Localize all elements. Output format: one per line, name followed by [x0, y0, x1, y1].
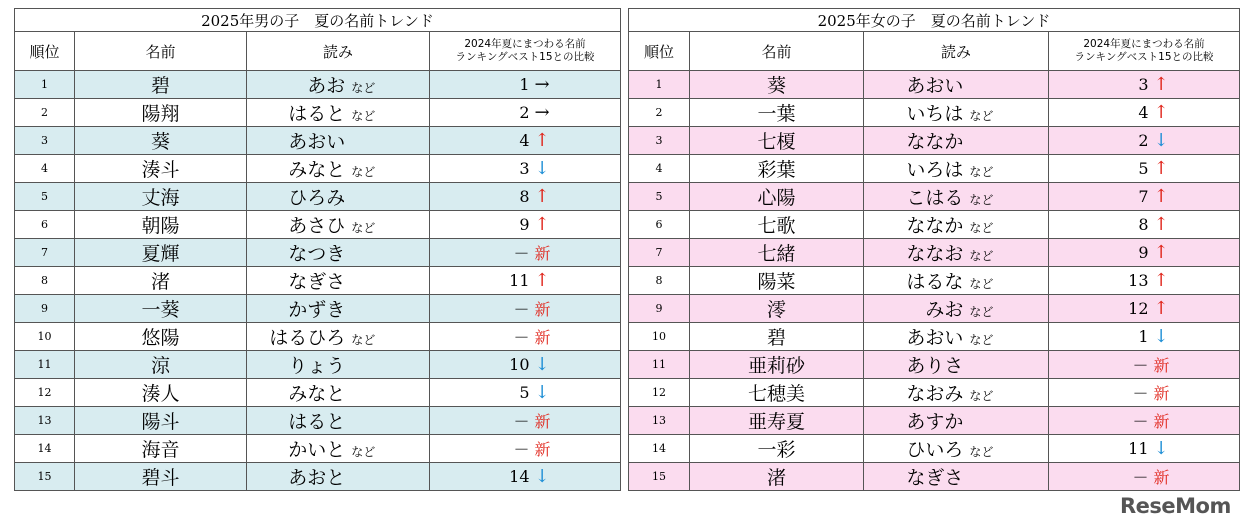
compare-cell — [430, 71, 621, 99]
reading-text: あおと — [288, 467, 346, 489]
reading-cell — [247, 323, 430, 351]
compare-cell — [1049, 407, 1240, 435]
arrow-up-icon: ↑ — [1153, 102, 1169, 123]
reading-suffix: など — [969, 305, 994, 319]
name-cell: 陽斗 — [75, 407, 247, 435]
rank-cell: 8 — [629, 267, 690, 295]
compare-cell — [430, 183, 621, 211]
reading-text: ななお — [906, 243, 964, 265]
table-row — [15, 99, 621, 127]
rank-cell: 6 — [15, 211, 75, 239]
name-cell: 丈海 — [75, 183, 247, 211]
reading-text: みなと — [288, 159, 346, 181]
reading-text: こはる — [906, 187, 964, 209]
rank-cell: 3 — [15, 127, 75, 155]
compare-cell — [1049, 239, 1240, 267]
reading-cell — [864, 407, 1049, 435]
reading-text: みなと — [288, 383, 346, 405]
compare-cell — [1049, 323, 1240, 351]
reading-cell — [864, 435, 1049, 463]
rank-cell: 5 — [629, 183, 690, 211]
previous-rank: 9 — [1138, 243, 1149, 262]
previous-rank: 2 — [1138, 131, 1149, 150]
rank-cell: 1 — [15, 71, 75, 99]
rank-cell: 3 — [629, 127, 690, 155]
compare-cell — [1049, 99, 1240, 127]
reading-text: なぎさ — [288, 271, 346, 293]
name-cell: 朝陽 — [75, 211, 247, 239]
reading-cell — [247, 127, 430, 155]
new-badge: 新 — [534, 300, 551, 319]
reading-text: ひろみ — [288, 187, 346, 209]
table-row — [629, 435, 1240, 463]
table-row — [15, 323, 621, 351]
arrow-down-icon: ↓ — [534, 466, 550, 487]
table-row — [629, 379, 1240, 407]
name-cell: 海音 — [75, 435, 247, 463]
reading-text: なつき — [288, 243, 346, 265]
reading-cell — [864, 267, 1049, 295]
arrow-down-icon: ↓ — [1153, 438, 1169, 459]
arrow-up-icon: ↑ — [534, 130, 550, 151]
table-row — [629, 127, 1240, 155]
reading-suffix: など — [969, 277, 994, 291]
name-cell: 一葉 — [690, 99, 864, 127]
reading-suffix: など — [969, 333, 994, 347]
reading-cell — [864, 323, 1049, 351]
name-cell: 亜寿夏 — [690, 407, 864, 435]
reading-text: ひいろ — [906, 439, 964, 461]
name-header: 名前 — [690, 32, 864, 71]
name-cell: 彩葉 — [690, 155, 864, 183]
previous-rank: － — [513, 328, 530, 347]
previous-rank: 3 — [1138, 75, 1149, 94]
name-cell: 一彩 — [690, 435, 864, 463]
reading-cell — [864, 155, 1049, 183]
compare-cell — [1049, 211, 1240, 239]
rank-cell: 9 — [629, 295, 690, 323]
compare-cell — [1049, 379, 1240, 407]
compare-cell — [1049, 435, 1240, 463]
arrow-up-icon: ↑ — [534, 186, 550, 207]
table-row — [15, 239, 621, 267]
compare-cell — [1049, 267, 1240, 295]
rank-cell: 15 — [15, 463, 75, 491]
compare-cell — [430, 155, 621, 183]
reading-cell — [247, 211, 430, 239]
rank-cell: 11 — [15, 351, 75, 379]
compare-cell — [1049, 127, 1240, 155]
table-row — [15, 379, 621, 407]
reading-cell — [247, 295, 430, 323]
previous-rank: 7 — [1138, 187, 1149, 206]
reading-cell — [864, 239, 1049, 267]
table-row — [629, 211, 1240, 239]
reading-cell — [864, 295, 1049, 323]
reading-text: あさひ — [288, 215, 346, 237]
table-row — [15, 211, 621, 239]
reading-suffix: など — [351, 81, 376, 95]
compare-cell — [1049, 295, 1240, 323]
name-cell: 陽翔 — [75, 99, 247, 127]
reading-text: いちは — [906, 103, 964, 125]
reading-text: あおい — [288, 131, 346, 153]
reading-text: いろは — [906, 159, 964, 181]
rank-cell: 7 — [629, 239, 690, 267]
rank-cell: 14 — [629, 435, 690, 463]
reading-suffix: など — [969, 193, 994, 207]
previous-rank: － — [1132, 384, 1149, 403]
reading-cell — [864, 463, 1049, 491]
previous-rank: － — [1132, 412, 1149, 431]
table-row — [15, 71, 621, 99]
reading-header: 読み — [864, 32, 1049, 71]
arrow-up-icon: ↑ — [1153, 186, 1169, 207]
rank-cell: 8 — [15, 267, 75, 295]
table-row — [629, 71, 1240, 99]
rank-cell: 11 — [629, 351, 690, 379]
rank-cell: 4 — [629, 155, 690, 183]
name-cell: 湊人 — [75, 379, 247, 407]
compare-cell — [430, 463, 621, 491]
rank-cell: 4 — [15, 155, 75, 183]
arrow-up-icon: ↑ — [1153, 270, 1169, 291]
arrow-up-icon: ↑ — [1153, 74, 1169, 95]
rank-cell: 15 — [629, 463, 690, 491]
reading-text: ありさ — [906, 355, 964, 377]
name-cell: 心陽 — [690, 183, 864, 211]
reading-cell — [864, 211, 1049, 239]
table-row — [15, 127, 621, 155]
reading-text: なおみ — [906, 383, 964, 405]
compare-cell — [1049, 155, 1240, 183]
previous-rank: 14 — [509, 467, 530, 486]
previous-rank: 1 — [519, 75, 530, 94]
name-cell: 湊斗 — [75, 155, 247, 183]
table-row — [15, 351, 621, 379]
arrow-right-icon: → — [534, 74, 550, 95]
name-cell: 渚 — [690, 463, 864, 491]
previous-rank: 11 — [1128, 439, 1149, 458]
table-row — [629, 183, 1240, 211]
compare-cell — [1049, 351, 1240, 379]
reading-text: かいと — [288, 439, 346, 461]
table-row — [15, 463, 621, 491]
table-row — [15, 183, 621, 211]
reading-text: あおい — [906, 75, 964, 97]
previous-rank: 8 — [519, 187, 530, 206]
name-cell: 夏輝 — [75, 239, 247, 267]
reading-text: はるひろ — [269, 327, 346, 349]
previous-rank: 1 — [1138, 327, 1149, 346]
reading-text: はると — [288, 103, 346, 125]
previous-rank: － — [513, 244, 530, 263]
previous-rank: 11 — [509, 271, 530, 290]
name-cell: 七穂美 — [690, 379, 864, 407]
reading-cell — [247, 99, 430, 127]
reading-cell — [247, 239, 430, 267]
name-cell: 亜莉砂 — [690, 351, 864, 379]
compare-cell — [430, 211, 621, 239]
rank-cell: 13 — [629, 407, 690, 435]
rank-cell: 6 — [629, 211, 690, 239]
previous-rank: － — [513, 300, 530, 319]
arrow-right-icon: → — [534, 102, 550, 123]
compare-cell — [430, 295, 621, 323]
rank-cell: 10 — [15, 323, 75, 351]
reading-cell — [247, 407, 430, 435]
previous-rank: 5 — [519, 383, 530, 402]
reading-text: あおい — [906, 327, 964, 349]
previous-rank: 9 — [519, 215, 530, 234]
reading-text: あお — [307, 75, 346, 97]
reading-cell — [247, 463, 430, 491]
new-badge: 新 — [1153, 468, 1170, 487]
arrow-up-icon: ↑ — [1153, 242, 1169, 263]
reading-cell — [247, 267, 430, 295]
reading-suffix: など — [351, 445, 376, 459]
reading-cell — [247, 71, 430, 99]
arrow-down-icon: ↓ — [534, 158, 550, 179]
rank-cell: 7 — [15, 239, 75, 267]
table-row — [15, 295, 621, 323]
previous-rank: － — [513, 412, 530, 431]
reading-text: かずき — [288, 299, 346, 321]
girls-table-title: 2025年女の子 夏の名前トレンド — [629, 9, 1240, 32]
previous-rank: 2 — [519, 103, 530, 122]
table-row — [629, 463, 1240, 491]
boys-ranking-table — [14, 8, 621, 491]
boys-header-row — [15, 32, 621, 71]
table-row — [15, 155, 621, 183]
previous-rank: 3 — [519, 159, 530, 178]
reading-suffix: など — [351, 333, 376, 347]
new-badge: 新 — [534, 412, 551, 431]
rank-cell: 5 — [15, 183, 75, 211]
rank-cell: 10 — [629, 323, 690, 351]
reading-text: りょう — [288, 355, 346, 377]
reading-suffix: など — [969, 221, 994, 235]
reading-suffix: など — [351, 221, 376, 235]
arrow-up-icon: ↑ — [534, 270, 550, 291]
new-badge: 新 — [534, 440, 551, 459]
compare-cell — [1049, 71, 1240, 99]
compare-cell — [430, 127, 621, 155]
reading-cell — [247, 183, 430, 211]
arrow-down-icon: ↓ — [534, 382, 550, 403]
rank-header: 順位 — [15, 32, 75, 71]
table-row — [629, 267, 1240, 295]
reading-suffix: など — [969, 445, 994, 459]
table-row — [15, 267, 621, 295]
reading-suffix: など — [351, 109, 376, 123]
previous-rank: 13 — [1128, 271, 1149, 290]
rank-cell: 2 — [629, 99, 690, 127]
rank-cell: 2 — [15, 99, 75, 127]
reading-text: ななか — [906, 215, 964, 237]
table-row — [629, 407, 1240, 435]
compare-cell — [430, 99, 621, 127]
name-cell: 碧 — [75, 71, 247, 99]
compare-header: 2024年夏にまつわる名前 ランキングベスト15との比較 — [430, 32, 621, 71]
reading-suffix: など — [969, 249, 994, 263]
new-badge: 新 — [1153, 384, 1170, 403]
reading-cell — [864, 99, 1049, 127]
previous-rank: － — [1132, 468, 1149, 487]
name-cell: 碧斗 — [75, 463, 247, 491]
rank-cell: 12 — [15, 379, 75, 407]
arrow-up-icon: ↑ — [1153, 158, 1169, 179]
boys-table-title: 2025年男の子 夏の名前トレンド — [15, 9, 621, 32]
compare-cell — [430, 323, 621, 351]
new-badge: 新 — [1153, 356, 1170, 375]
reading-cell — [247, 351, 430, 379]
reading-cell — [247, 379, 430, 407]
compare-header: 2024年夏にまつわる名前 ランキングベスト15との比較 — [1049, 32, 1240, 71]
rank-cell: 9 — [15, 295, 75, 323]
girls-header-row — [629, 32, 1240, 71]
previous-rank: － — [513, 440, 530, 459]
reading-cell — [864, 127, 1049, 155]
compare-cell — [1049, 463, 1240, 491]
compare-cell — [430, 379, 621, 407]
table-row — [629, 155, 1240, 183]
name-cell: 七歌 — [690, 211, 864, 239]
name-cell: 七緒 — [690, 239, 864, 267]
new-badge: 新 — [534, 244, 551, 263]
previous-rank: 4 — [1138, 103, 1149, 122]
compare-cell — [430, 239, 621, 267]
reading-cell — [864, 71, 1049, 99]
rank-header: 順位 — [629, 32, 690, 71]
name-cell: 碧 — [690, 323, 864, 351]
reading-text: はるな — [906, 271, 964, 293]
reading-text: あすか — [906, 411, 964, 433]
reading-cell — [247, 155, 430, 183]
rank-cell: 1 — [629, 71, 690, 99]
reading-suffix: など — [969, 389, 994, 403]
compare-cell — [430, 351, 621, 379]
reading-suffix: など — [969, 165, 994, 179]
name-cell: 渚 — [75, 267, 247, 295]
name-cell: 陽菜 — [690, 267, 864, 295]
name-cell: 七榎 — [690, 127, 864, 155]
rank-cell: 12 — [629, 379, 690, 407]
name-cell: 澪 — [690, 295, 864, 323]
reading-cell — [864, 183, 1049, 211]
arrow-up-icon: ↑ — [1153, 214, 1169, 235]
arrow-up-icon: ↑ — [1153, 298, 1169, 319]
previous-rank: 10 — [509, 355, 530, 374]
previous-rank: － — [1132, 356, 1149, 375]
rank-cell: 14 — [15, 435, 75, 463]
reading-suffix: など — [351, 165, 376, 179]
reading-cell — [864, 351, 1049, 379]
name-cell: 一葵 — [75, 295, 247, 323]
name-cell: 悠陽 — [75, 323, 247, 351]
reading-cell — [864, 379, 1049, 407]
new-badge: 新 — [534, 328, 551, 347]
previous-rank: 8 — [1138, 215, 1149, 234]
reading-text: なぎさ — [906, 467, 964, 489]
reading-header: 読み — [247, 32, 430, 71]
reading-text: みお — [925, 299, 964, 321]
name-cell: 葵 — [75, 127, 247, 155]
reading-suffix: など — [969, 109, 994, 123]
reading-text: はると — [288, 411, 346, 433]
new-badge: 新 — [1153, 412, 1170, 431]
arrow-down-icon: ↓ — [534, 354, 550, 375]
previous-rank: 4 — [519, 131, 530, 150]
compare-cell — [430, 267, 621, 295]
name-header: 名前 — [75, 32, 247, 71]
resemom-logo: ReseMom — [1120, 494, 1231, 518]
table-row — [15, 435, 621, 463]
girls-ranking-table — [628, 8, 1240, 491]
arrow-up-icon: ↑ — [534, 214, 550, 235]
compare-cell — [430, 435, 621, 463]
name-cell: 涼 — [75, 351, 247, 379]
reading-text: ななか — [906, 131, 964, 153]
name-cell: 葵 — [690, 71, 864, 99]
arrow-down-icon: ↓ — [1153, 326, 1169, 347]
compare-cell — [430, 407, 621, 435]
compare-cell — [1049, 183, 1240, 211]
rank-cell: 13 — [15, 407, 75, 435]
table-row — [629, 239, 1240, 267]
table-row — [629, 323, 1240, 351]
table-row — [15, 407, 621, 435]
table-row — [629, 351, 1240, 379]
reading-cell — [247, 435, 430, 463]
previous-rank: 12 — [1128, 299, 1149, 318]
table-row — [629, 295, 1240, 323]
arrow-down-icon: ↓ — [1153, 130, 1169, 151]
previous-rank: 5 — [1138, 159, 1149, 178]
table-row — [629, 99, 1240, 127]
